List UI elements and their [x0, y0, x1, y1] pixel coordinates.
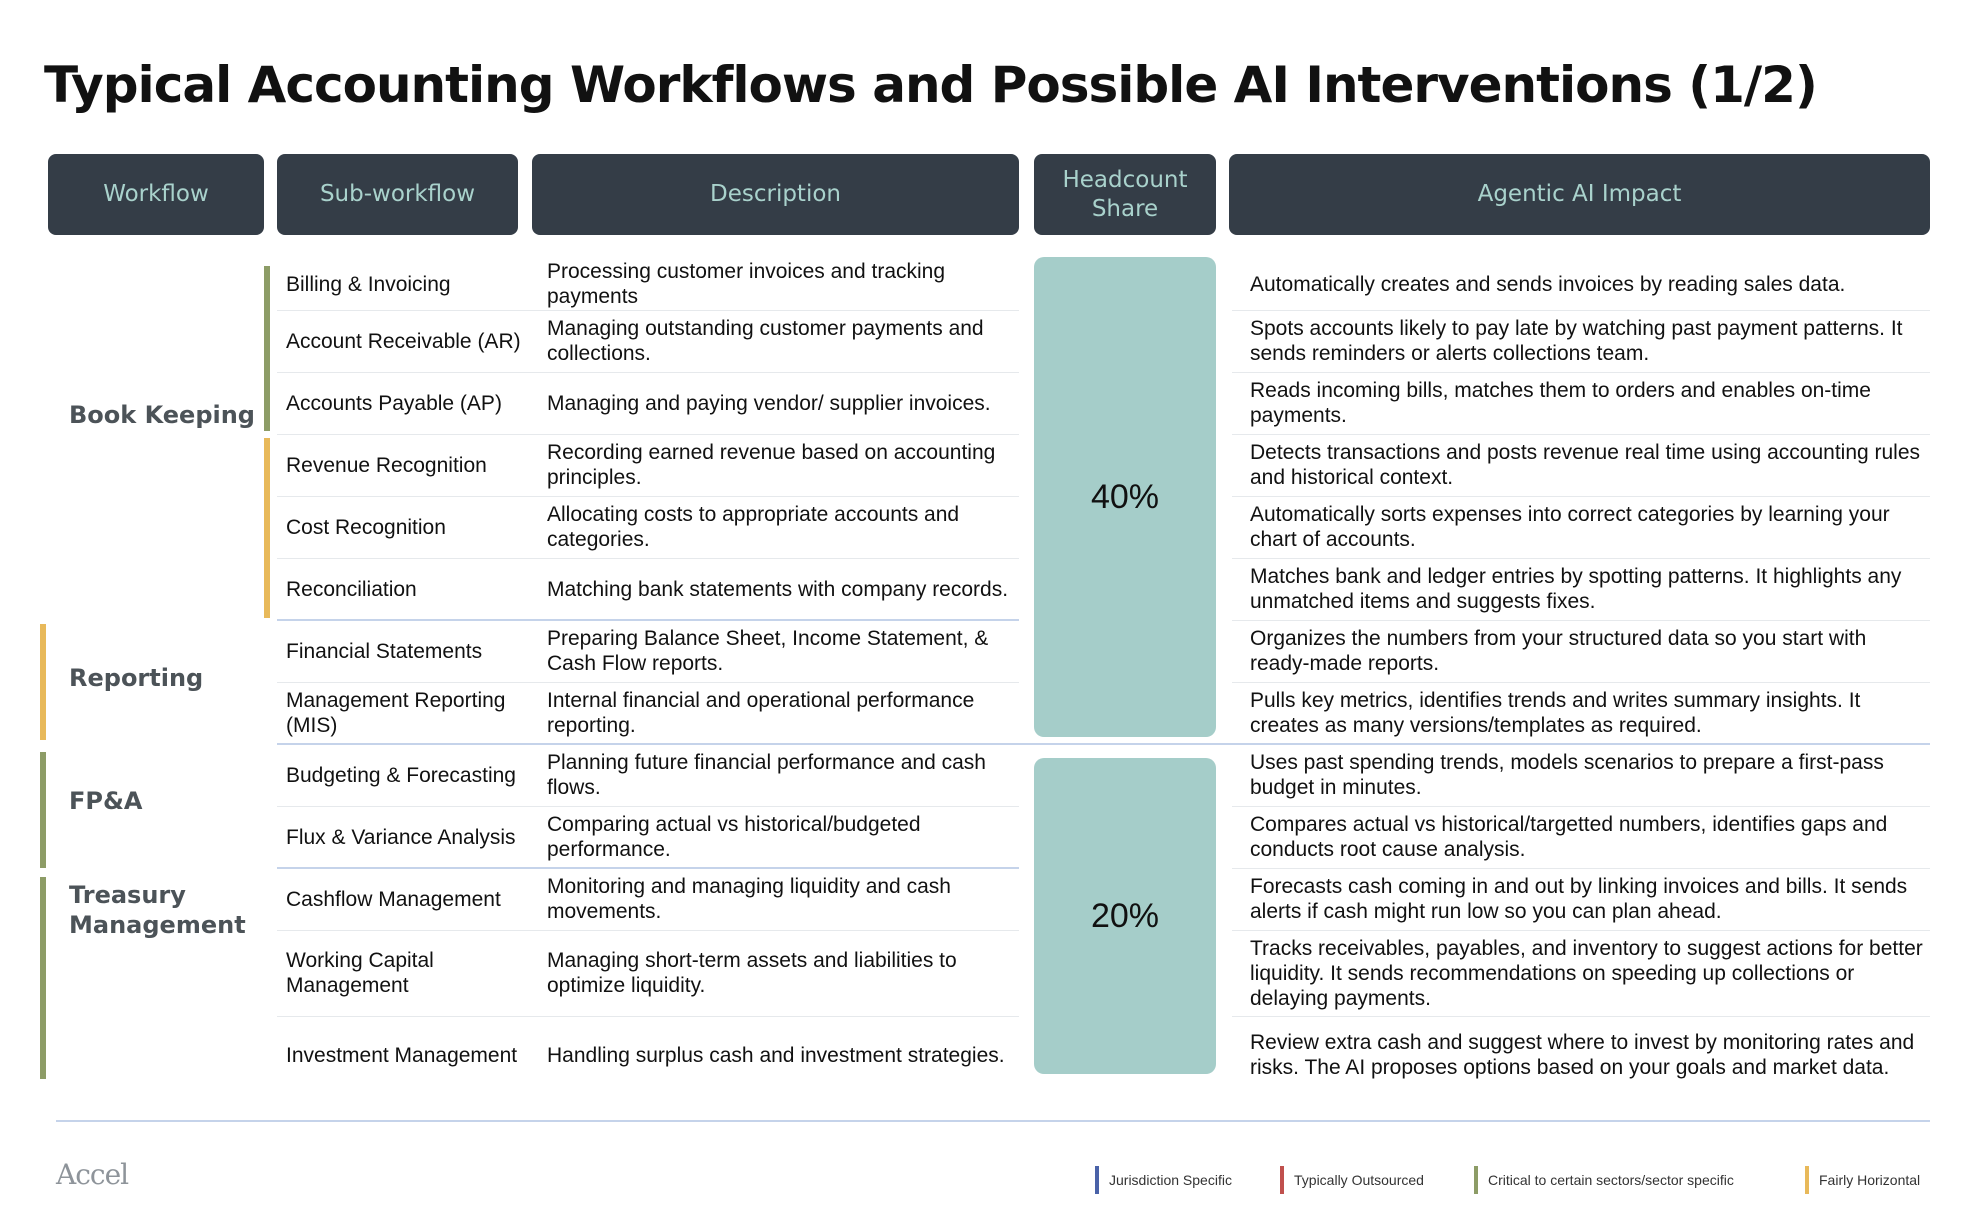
legend-label: Typically Outsourced	[1294, 1172, 1424, 1188]
subworkflow-cell: Cost Recognition	[286, 515, 446, 539]
impact-cell: Compares actual vs historical/targetted numbers, identifies gaps and conducts root cause analysis.	[1250, 813, 1888, 861]
impact-cell: Organizes the numbers from your structured data so you start with ready-made reports.	[1250, 627, 1867, 675]
category-bar-treasury	[40, 877, 46, 1079]
legend-fairly-horizontal	[1805, 1166, 1920, 1194]
subworkflow-cell: Accounts Payable (AP)	[286, 391, 502, 415]
footer-divider	[56, 1120, 1930, 1122]
impact-cell: Automatically sorts expenses into correct categories by learning your chart of accounts.	[1250, 503, 1890, 551]
header-agentic-ai-impact: Agentic AI Impact	[1229, 154, 1930, 235]
legend-swatch	[1474, 1166, 1478, 1194]
impact-cell: Uses past spending trends, models scenarios to prepare a first-pass budget in minutes.	[1250, 751, 1884, 799]
legend-label: Jurisdiction Specific	[1109, 1172, 1232, 1188]
description-cell: Recording earned revenue based on accounting principles.	[547, 441, 996, 489]
impact-cell: Spots accounts likely to pay late by watching past payment patterns. It sends reminders or alerts collections team.	[1250, 317, 1903, 365]
subworkflow-cell: Investment Management	[286, 1043, 518, 1067]
subworkflow-cell: Management Reporting (MIS)	[286, 689, 506, 737]
impact-cell: Reads incoming bills, matches them to orders and enables on-time payments.	[1250, 379, 1871, 427]
description-cell: Managing short-term assets and liabilities to optimize liquidity.	[547, 949, 957, 997]
subworkflow-cell: Budgeting & Forecasting	[286, 763, 516, 787]
header-description: Description	[532, 154, 1019, 235]
workflow-reporting: Reporting	[69, 664, 204, 692]
description-cell: Handling surplus cash and investment strategies.	[547, 1043, 1005, 1067]
subworkflow-cell: Financial Statements	[286, 639, 483, 663]
impact-cell: Forecasts cash coming in and out by linking invoices and bills. It sends alerts if cash might run low so you can plan ahead.	[1250, 875, 1908, 923]
impact-cell: Review extra cash and suggest where to invest by monitoring rates and risks. The AI proposes options based on your goals and market data.	[1250, 1031, 1915, 1079]
legend-jurisdiction-specific	[1095, 1166, 1232, 1194]
legend-sector-specific	[1474, 1166, 1734, 1194]
subworkflow-cell: Account Receivable (AR)	[286, 329, 521, 353]
description-cell: Preparing Balance Sheet, Income Statement, & Cash Flow reports.	[547, 627, 989, 675]
subworkflow-cell: Revenue Recognition	[286, 453, 487, 477]
header-workflow: Workflow	[48, 154, 264, 235]
category-bar-fpa	[40, 752, 46, 868]
legend-swatch	[1280, 1166, 1284, 1194]
headcount-share-20: 20%	[1034, 758, 1216, 1074]
accel-logo: Accel	[56, 1158, 129, 1191]
page-title: Typical Accounting Workflows and Possible AI Interventions (1/2)	[44, 56, 1817, 114]
subworkflow-cell: Reconciliation	[286, 577, 417, 601]
impact-cell: Pulls key metrics, identifies trends and writes summary insights. It creates as many versions/templates as required.	[1250, 689, 1861, 737]
description-cell: Processing customer invoices and tracking payments	[547, 260, 946, 308]
description-cell: Allocating costs to appropriate accounts and categories.	[547, 503, 960, 551]
legend-typically-outsourced	[1280, 1166, 1424, 1194]
subworkflow-cell: Working Capital Management	[286, 949, 434, 997]
description-cell: Planning future financial performance and cash flows.	[547, 751, 986, 799]
subworkflow-cell: Billing & Invoicing	[286, 272, 451, 296]
impact-cell: Automatically creates and sends invoices by reading sales data.	[1250, 272, 1846, 296]
workflow-fpa: FP&A	[69, 787, 143, 815]
header-headcount-share: Headcount Share	[1034, 154, 1216, 235]
workflow-book-keeping: Book Keeping	[69, 401, 255, 429]
impact-cell: Matches bank and ledger entries by spotting patterns. It highlights any unmatched items and suggests fixes.	[1250, 565, 1902, 613]
description-cell: Matching bank statements with company records.	[547, 577, 1009, 601]
subworkflow-cell: Cashflow Management	[286, 887, 501, 911]
impact-cell: Detects transactions and posts revenue real time using accounting rules and historical context.	[1250, 441, 1921, 489]
legend-swatch	[1095, 1166, 1099, 1194]
description-cell: Comparing actual vs historical/budgeted performance.	[547, 813, 921, 861]
description-cell: Managing and paying vendor/ supplier invoices.	[547, 391, 991, 415]
legend-label: Critical to certain sectors/sector specific	[1488, 1172, 1734, 1188]
category-bar-sector-specific	[264, 266, 270, 431]
description-cell: Monitoring and managing liquidity and cash movements.	[547, 875, 951, 923]
description-cell: Internal financial and operational performance reporting.	[547, 689, 975, 737]
legend-swatch	[1805, 1166, 1809, 1194]
category-bar-reporting	[40, 624, 46, 740]
header-subworkflow: Sub-workflow	[277, 154, 518, 235]
description-cell: Managing outstanding customer payments and collections.	[547, 317, 984, 365]
headcount-share-40: 40%	[1034, 257, 1216, 737]
impact-cell: Tracks receivables, payables, and inventory to suggest actions for better liquidity. It sends recommendations on speeding up collections or delaying payments.	[1250, 936, 1923, 1010]
workflow-treasury-management: Treasury Management	[69, 881, 246, 939]
legend-label: Fairly Horizontal	[1819, 1172, 1921, 1188]
category-bar-horizontal	[264, 438, 270, 618]
subworkflow-cell: Flux & Variance Analysis	[286, 825, 516, 849]
